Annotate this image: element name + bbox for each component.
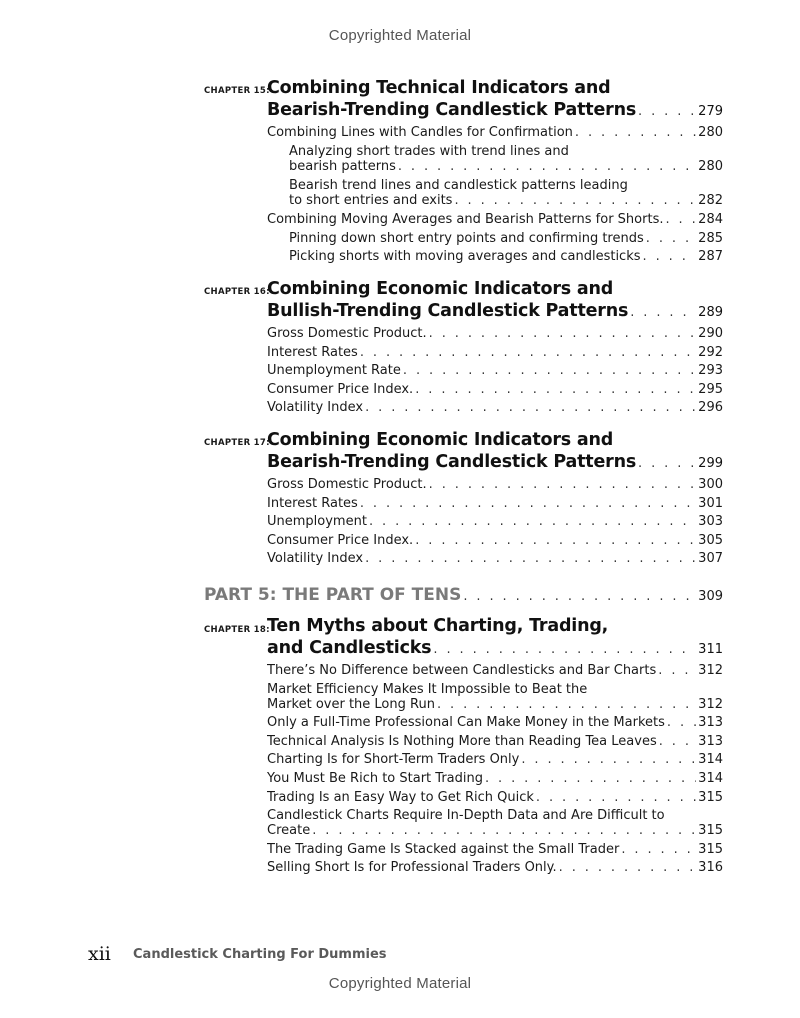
entry-text: Interest Rates: [267, 496, 358, 511]
page-number: 312: [698, 663, 723, 678]
chapter-title-line1: Combining Technical Indicators and: [267, 78, 611, 98]
toc-entry[interactable]: [267, 734, 723, 749]
entry-text: bearish patterns: [289, 159, 396, 174]
leader-dots: [429, 477, 697, 492]
leader-dots: [433, 642, 696, 657]
page-number: 315: [698, 842, 723, 857]
chapter-title-line1: Combining Economic Indicators and: [267, 430, 614, 450]
entry-text: Consumer Price Index.: [267, 533, 414, 548]
leader-dots: [454, 193, 696, 208]
entry-text: Charting Is for Short-Term Traders Only: [267, 752, 520, 767]
entry-text: Create: [267, 823, 311, 838]
leader-dots: [665, 212, 696, 227]
part-heading-row[interactable]: [204, 585, 723, 605]
page-number: 303: [698, 514, 723, 529]
leader-dots: [638, 456, 696, 471]
page-number: 300: [698, 477, 723, 492]
leader-dots: [398, 159, 696, 174]
toc-entry[interactable]: [267, 212, 723, 227]
leader-dots: [415, 382, 696, 397]
footer-book-title: Candlestick Charting For Dummies: [133, 947, 387, 962]
leader-dots: [521, 752, 696, 767]
leader-dots: [638, 104, 696, 119]
page-number: 289: [698, 305, 723, 320]
entry-text: Unemployment Rate: [267, 363, 401, 378]
entry-text: Gross Domestic Product.: [267, 477, 427, 492]
toc-entry[interactable]: [267, 551, 723, 566]
toc-entry[interactable]: [289, 193, 723, 208]
page-number: 301: [698, 496, 723, 511]
entry-text: Combining Moving Averages and Bearish Patterns for Shorts.: [267, 212, 664, 227]
page-number: 315: [698, 823, 723, 838]
page-number: 309: [698, 589, 723, 604]
chapter-title-line2: Bearish-Trending Candlestick Patterns: [267, 100, 637, 120]
toc-entry[interactable]: [267, 400, 723, 415]
chapter-title-line2: Bullish-Trending Candlestick Patterns: [267, 301, 629, 321]
toc-entry[interactable]: [267, 771, 723, 786]
entry-text: Trading Is an Easy Way to Get Rich Quick: [267, 790, 534, 805]
page-number: 314: [698, 771, 723, 786]
entry-text: Unemployment: [267, 514, 367, 529]
part-heading: PART 5: THE PART OF TENS: [204, 585, 462, 605]
page-number: 314: [698, 752, 723, 767]
page-number: 282: [698, 193, 723, 208]
page-number: 313: [698, 734, 723, 749]
toc-entry[interactable]: [267, 860, 723, 875]
toc-entry[interactable]: [267, 697, 723, 712]
entry-text: Candlestick Charts Require In-Depth Data and Are Difficult to: [267, 808, 665, 823]
toc-entry[interactable]: [289, 231, 723, 246]
toc-entry[interactable]: [267, 752, 723, 767]
page-number: 295: [698, 382, 723, 397]
leader-dots: [643, 249, 697, 264]
page-number: 307: [698, 551, 723, 566]
leader-dots: [485, 771, 696, 786]
footer-page-number: xii: [88, 943, 111, 965]
entry-text: The Trading Game Is Stacked against the Small Trader: [267, 842, 620, 857]
leader-dots: [646, 231, 696, 246]
toc-entry[interactable]: [267, 363, 723, 378]
leader-dots: [403, 363, 696, 378]
chapter-title-row[interactable]: [267, 638, 723, 658]
leader-dots: [360, 345, 696, 360]
toc-entry[interactable]: [267, 477, 723, 492]
toc-entry[interactable]: [267, 663, 723, 678]
page-number: 280: [698, 159, 723, 174]
page-number: 285: [698, 231, 723, 246]
toc-entry[interactable]: [267, 533, 723, 548]
leader-dots: [621, 842, 696, 857]
leader-dots: [429, 326, 697, 341]
leader-dots: [536, 790, 696, 805]
chapter-label: CHAPTER 15:: [204, 86, 270, 96]
leader-dots: [365, 551, 696, 566]
toc-entry[interactable]: [267, 842, 723, 857]
leader-dots: [360, 496, 696, 511]
entry-text: Gross Domestic Product.: [267, 326, 427, 341]
toc-entry[interactable]: [267, 514, 723, 529]
toc-entry[interactable]: [267, 823, 723, 838]
entry-text: Selling Short Is for Professional Traders Only.: [267, 860, 557, 875]
entry-text: Market Efficiency Makes It Impossible to Beat the: [267, 682, 588, 697]
entry-text: Volatility Index: [267, 400, 364, 415]
chapter-title-line1: Ten Myths about Charting, Trading,: [267, 616, 609, 636]
toc-entry[interactable]: [267, 382, 723, 397]
entry-text: Bearish trend lines and candlestick patterns leading: [289, 178, 628, 193]
copyright-header: Copyrighted Material: [328, 27, 472, 44]
entry-text: Combining Lines with Candles for Confirmation: [267, 125, 573, 140]
entry-text: Pinning down short entry points and confirming trends: [289, 231, 644, 246]
entry-text: to short entries and exits: [289, 193, 453, 208]
chapter-title-row[interactable]: [267, 301, 723, 321]
toc-entry[interactable]: [289, 159, 723, 174]
page-number: 287: [698, 249, 723, 264]
toc-entry[interactable]: [267, 790, 723, 805]
leader-dots: [365, 400, 696, 415]
entry-text: You Must Be Rich to Start Trading: [267, 771, 483, 786]
page-number: 293: [698, 363, 723, 378]
page-number: 296: [698, 400, 723, 415]
leader-dots: [559, 860, 697, 875]
leader-dots: [369, 514, 696, 529]
chapter-label: CHAPTER 16:: [204, 287, 270, 297]
chapter-label: CHAPTER 17:: [204, 438, 270, 448]
leader-dots: [575, 125, 696, 140]
entry-text: Only a Full-Time Professional Can Make Money in the Markets: [267, 715, 665, 730]
leader-dots: [667, 715, 696, 730]
page-number: 292: [698, 345, 723, 360]
entry-text: Consumer Price Index.: [267, 382, 414, 397]
page-number: 316: [698, 860, 723, 875]
leader-dots: [312, 823, 696, 838]
chapter-label: CHAPTER 18:: [204, 625, 270, 635]
toc-entry[interactable]: [267, 715, 723, 730]
toc-entry[interactable]: [267, 496, 723, 511]
page-number: 311: [698, 642, 723, 657]
chapter-title-row[interactable]: [267, 452, 723, 472]
page-number: 284: [698, 212, 723, 227]
entry-text: Analyzing short trades with trend lines and: [289, 144, 569, 159]
entry-text: Interest Rates: [267, 345, 358, 360]
entry-text: Technical Analysis Is Nothing More than Reading Tea Leaves: [267, 734, 657, 749]
toc-entry[interactable]: [267, 326, 723, 341]
chapter-title-line1: Combining Economic Indicators and: [267, 279, 614, 299]
toc-entry[interactable]: [289, 249, 723, 264]
page-number: 313: [698, 715, 723, 730]
entry-text: Picking shorts with moving averages and candlesticks: [289, 249, 641, 264]
leader-dots: [437, 697, 696, 712]
page-number: 280: [698, 125, 723, 140]
leader-dots: [658, 663, 696, 678]
entry-text: Volatility Index: [267, 551, 364, 566]
copyright-footer: Copyrighted Material: [328, 975, 472, 992]
toc-entry[interactable]: [267, 345, 723, 360]
page-number: 299: [698, 456, 723, 471]
entry-text: Market over the Long Run: [267, 697, 435, 712]
page-number: 312: [698, 697, 723, 712]
chapter-title-line2: Bearish-Trending Candlestick Patterns: [267, 452, 637, 472]
chapter-title-row[interactable]: [267, 100, 723, 120]
leader-dots: [630, 305, 696, 320]
leader-dots: [415, 533, 696, 548]
toc-entry[interactable]: [267, 125, 723, 140]
page-number: 290: [698, 326, 723, 341]
entry-text: There’s No Difference between Candlesticks and Bar Charts: [267, 663, 657, 678]
page-number: 315: [698, 790, 723, 805]
leader-dots: [659, 734, 696, 749]
chapter-title-line2: and Candlesticks: [267, 638, 432, 658]
page-number: 279: [698, 104, 723, 119]
leader-dots: [463, 589, 696, 604]
page-number: 305: [698, 533, 723, 548]
